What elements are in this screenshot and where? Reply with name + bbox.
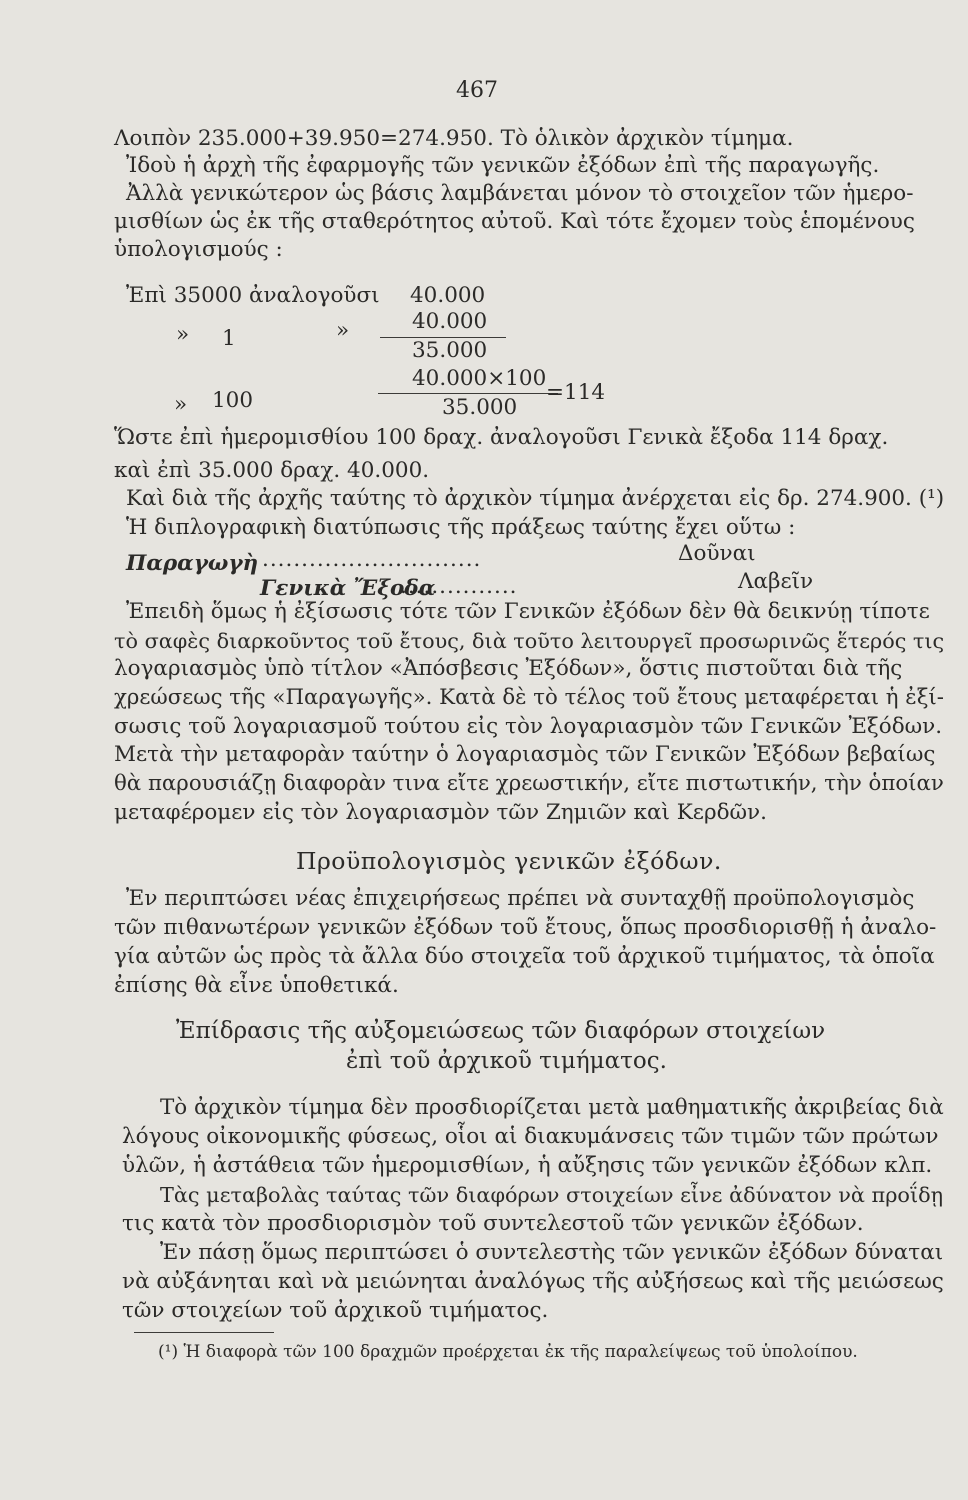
section-heading: Προϋπολογισμὸς γενικῶν ἐξόδων. (296, 847, 722, 875)
text-line: Τὰς μεταβολὰς ταύτας τῶν διαφόρων στοιχείων εἶνε ἀδύνατον νὰ προΐδῃ (160, 1183, 944, 1207)
text-line: λόγους οἰκονομικῆς φύσεως, οἷοι αἱ διακυμάνσεις τῶν τιμῶν τῶν πρώτων (122, 1124, 939, 1149)
text-line: μεταφέρομεν εἰς τὸν λογαριασμὸν τῶν Ζημιῶν καὶ Κερδῶν. (114, 800, 767, 825)
text-line: μισθίων ὡς ἐκ τῆς σταθερότητος αὐτοῦ. Καὶ τότε ἔχομεν τοὺς ἑπομένους (114, 209, 915, 234)
calc-row-3-num: 100 (212, 388, 254, 413)
calc-row-3-marks: » (174, 392, 188, 417)
section-heading: ἐπὶ τοῦ ἀρχικοῦ τιμήματος. (346, 1048, 667, 1074)
text-line: Ὥστε ἐπὶ ἡμερομισθίου 100 δραχ. ἀναλογοῦσι Γενικὰ ἔξοδα 114 δραχ. (114, 425, 889, 450)
footnote-divider (134, 1332, 274, 1333)
calc-row-3-result: =114 (546, 380, 606, 405)
text-line: γία αὐτῶν ὡς πρὸς τὰ ἄλλα δύο στοιχεῖα τοῦ ἀρχικοῦ τιμήματος, τὰ ὁποῖα (114, 944, 935, 969)
calc-row-1-label: Ἐπὶ 35000 ἀναλογοῦσι (126, 283, 380, 308)
calc-row-1-value: 40.000 (410, 283, 486, 308)
footnote: (¹) Ἡ διαφορὰ τῶν 100 δραχμῶν προέρχεται ἐκ τῆς παραλείψεως τοῦ ὑπολοίπου. (158, 1342, 858, 1362)
text-line: Μετὰ τὴν μεταφορὰν ταύτην ὁ λογαριασμὸς τῶν Γενικῶν Ἐξόδων βεβαίως (114, 742, 936, 767)
text-line: θὰ παρουσιάζῃ διαφορὰν τινα εἴτε χρεωστικήν, εἴτε πιστωτικήν, τὴν ὁποίαν (114, 771, 944, 796)
text-line: σωσις τοῦ λογαριασμοῦ τούτου εἰς τὸν λογαριασμὸν τῶν Γενικῶν Ἐξόδων. (114, 714, 943, 739)
text-line: ὑλῶν, ἡ ἀστάθεια τῶν ἡμερομισθίων, ἡ αὔξησις τῶν γενικῶν ἐξόδων κλπ. (122, 1153, 933, 1178)
calc-row-2-marks: » (176, 322, 190, 347)
text-line: Ἐν περιπτώσει νέας ἐπιχειρήσεως πρέπει νὰ συνταχθῇ προϋπολογισμὸς (126, 886, 915, 911)
leader-dots: ............... (400, 574, 518, 599)
text-line: νὰ αὐξάνηται καὶ νὰ μειώνηται ἀναλόγως τῆς αὐξήσεως καὶ τῆς μειώσεως (122, 1269, 944, 1294)
journal-credit-label: Λαβεῖν (738, 569, 814, 594)
leader-dots: ............................ (262, 547, 482, 572)
text-line: τὸ σαφὲς διαρκοῦντος τοῦ ἔτους, διὰ τοῦτο λειτουργεῖ προσωρινῶς ἕτερός τις (114, 629, 945, 653)
text-line: ὑπολογισμούς : (114, 237, 283, 262)
page-number: 467 (456, 78, 498, 103)
text-line: Λοιπὸν 235.000+39.950=274.950. Τὸ ὁλικὸν ἀρχικὸν τίμημα. (114, 126, 794, 151)
text-line: Ἀλλὰ γενικώτερον ὡς βάσις λαμβάνεται μόνον τὸ στοιχεῖον τῶν ἡμερο- (126, 181, 914, 206)
calc-row-3-numerator: 40.000×100 (412, 366, 547, 391)
calc-row-2-denominator: 35.000 (412, 338, 488, 363)
section-heading: Ἐπίδρασις τῆς αὐξομειώσεως τῶν διαφόρων στοιχείων (176, 1018, 826, 1044)
calc-row-2-num: 1 (222, 326, 236, 351)
journal-credit-account: Γενικὰ Ἔξοδα (260, 576, 436, 601)
text-line: τῶν στοιχείων τοῦ ἀρχικοῦ τιμήματος. (122, 1298, 549, 1323)
calc-row-2-numerator: 40.000 (412, 309, 488, 334)
text-line: Τὸ ἀρχικὸν τίμημα δὲν προσδιορίζεται μετὰ μαθηματικῆς ἀκριβείας διὰ (160, 1095, 944, 1120)
text-line: Καὶ διὰ τῆς ἀρχῆς ταύτης τὸ ἀρχικὸν τίμημα ἀνέρχεται εἰς δρ. 274.900. (¹) (126, 486, 945, 511)
text-line: τις κατὰ τὸν προσδιορισμὸν τοῦ συντελεστοῦ τῶν γενικῶν ἐξόδων. (122, 1211, 864, 1236)
text-line: χρεώσεως τῆς «Παραγωγῆς». Κατὰ δὲ τὸ τέλος τοῦ ἔτους μεταφέρεται ἡ ἐξί- (114, 685, 944, 710)
text-line: Ἡ διπλογραφικὴ διατύπωσις τῆς πράξεως ταύτης ἔχει οὕτω : (126, 515, 796, 540)
text-line: Ἰδοὺ ἡ ἀρχὴ τῆς ἐφαρμογῆς τῶν γενικῶν ἐξόδων ἐπὶ τῆς παραγωγῆς. (126, 153, 880, 178)
journal-debit-label: Δοῦναι (678, 541, 756, 566)
text-line: ἐπίσης θὰ εἶνε ὑποθετικά. (114, 973, 399, 998)
calc-row-2-marks: » (336, 318, 350, 343)
fraction-bar (378, 393, 558, 394)
text-line: καὶ ἐπὶ 35.000 δραχ. 40.000. (114, 458, 430, 483)
text-line: Ἐν πάσῃ ὅμως περιπτώσει ὁ συντελεστὴς τῶν γενικῶν ἐξόδων δύναται (160, 1240, 944, 1265)
text-line: λογαριασμὸς ὑπὸ τίτλον «Ἀπόσβεσις Ἐξόδων», ὅστις πιστοῦται διὰ τῆς (114, 656, 903, 681)
text-line: τῶν πιθανωτέρων γενικῶν ἐξόδων τοῦ ἔτους, ὅπως προσδιορισθῇ ἡ ἀναλο- (114, 915, 937, 940)
journal-debit-account: Παραγωγὴ (126, 551, 259, 576)
text-line: Ἐπειδὴ ὅμως ἡ ἐξίσωσις τότε τῶν Γενικῶν ἐξόδων δὲν θὰ δεικνύῃ τίποτε (126, 599, 930, 624)
calc-row-3-denominator: 35.000 (442, 395, 518, 420)
